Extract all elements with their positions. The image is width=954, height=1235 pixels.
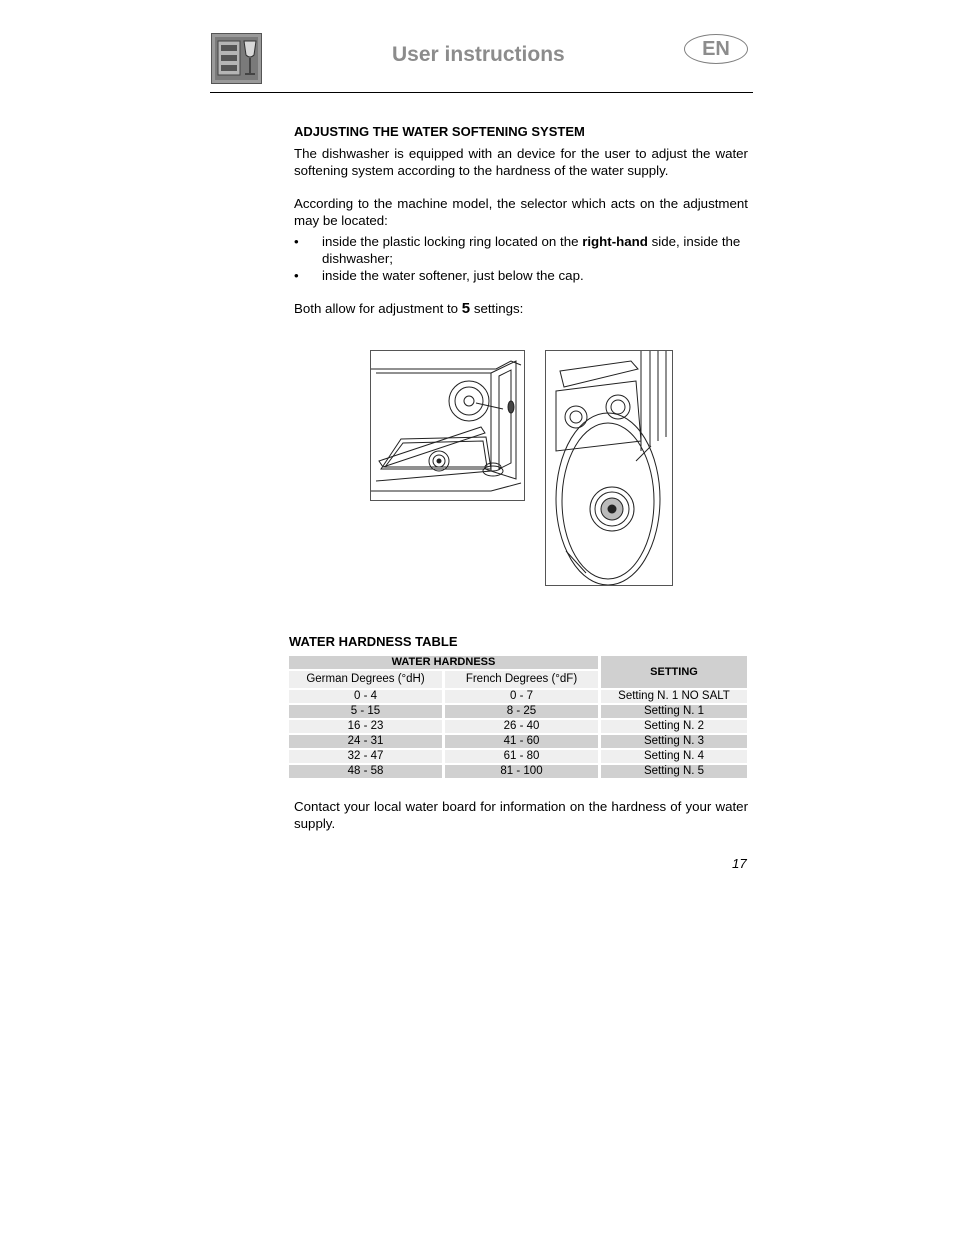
- table-header-german: German Degrees (°dH): [289, 671, 442, 688]
- dishwasher-glass-icon: [211, 33, 262, 84]
- table-row: [289, 735, 747, 748]
- illustration-locking-ring: [370, 350, 525, 501]
- table-cell-setting: Setting N. 3: [601, 735, 747, 748]
- table-cell-setting: Setting N. 1 NO SALT: [601, 690, 747, 703]
- table-row: [289, 705, 747, 718]
- table-cell-french: 81 - 100: [445, 765, 598, 778]
- table-cell-french: 61 - 80: [445, 750, 598, 763]
- page-title: User instructions: [392, 43, 565, 66]
- illustration-water-softener-cap: [545, 350, 673, 586]
- list-item-text-end: side, inside the dishwasher;: [322, 234, 741, 266]
- list-item: [294, 268, 748, 285]
- header-divider: [210, 92, 753, 93]
- table-cell-setting: Setting N. 5: [601, 765, 747, 778]
- list-item-text: inside the plastic locking ring located on the: [322, 234, 583, 249]
- table-cell-german: 5 - 15: [289, 705, 442, 718]
- table-cell-german: 48 - 58: [289, 765, 442, 778]
- bullet-icon: •: [294, 268, 299, 283]
- table-header-setting: SETTING: [601, 656, 747, 688]
- table-row: [289, 765, 747, 778]
- language-badge: EN: [684, 34, 748, 64]
- table-cell-german: 24 - 31: [289, 735, 442, 748]
- table-row: [289, 750, 747, 763]
- bullet-icon: •: [294, 234, 299, 249]
- contact-paragraph: Contact your local water board for information on the hardness of your water supply.: [294, 799, 748, 831]
- list-item-text: inside the water softener, just below the cap.: [322, 268, 584, 283]
- section-heading-water-softening: ADJUSTING THE WATER SOFTENING SYSTEM: [294, 124, 585, 139]
- table-cell-french: 26 - 40: [445, 720, 598, 733]
- table-cell-setting: Setting N. 4: [601, 750, 747, 763]
- settings-text-start: Both allow for adjustment to: [294, 301, 462, 316]
- table-cell-german: 0 - 4: [289, 690, 442, 703]
- settings-count-paragraph: [294, 301, 748, 318]
- location-paragraph: According to the machine model, the selector which acts on the adjustment may be located:: [294, 196, 748, 228]
- settings-count: 5: [461, 300, 471, 317]
- section-heading-hardness-table: WATER HARDNESS TABLE: [289, 634, 458, 649]
- water-hardness-table: [286, 654, 750, 780]
- table-cell-french: 8 - 25: [445, 705, 598, 718]
- table-row: [289, 690, 747, 703]
- table-cell-german: 32 - 47: [289, 750, 442, 763]
- table-row: [289, 720, 747, 733]
- table-cell-setting: Setting N. 1: [601, 705, 747, 718]
- table-cell-setting: Setting N. 2: [601, 720, 747, 733]
- settings-text-end: settings:: [470, 301, 524, 316]
- table-group-header: WATER HARDNESS: [289, 656, 598, 669]
- list-item: [294, 234, 748, 267]
- list-item-emphasis: right-hand: [582, 234, 648, 249]
- table-cell-german: 16 - 23: [289, 720, 442, 733]
- page-number: 17: [732, 856, 747, 871]
- intro-paragraph: The dishwasher is equipped with an device for the user to adjust the water softening system according to the hardness of the water supply.: [294, 146, 748, 178]
- table-cell-french: 0 - 7: [445, 690, 598, 703]
- selector-location-list: [294, 234, 748, 286]
- table-cell-french: 41 - 60: [445, 735, 598, 748]
- table-header-french: French Degrees (°dF): [445, 671, 598, 688]
